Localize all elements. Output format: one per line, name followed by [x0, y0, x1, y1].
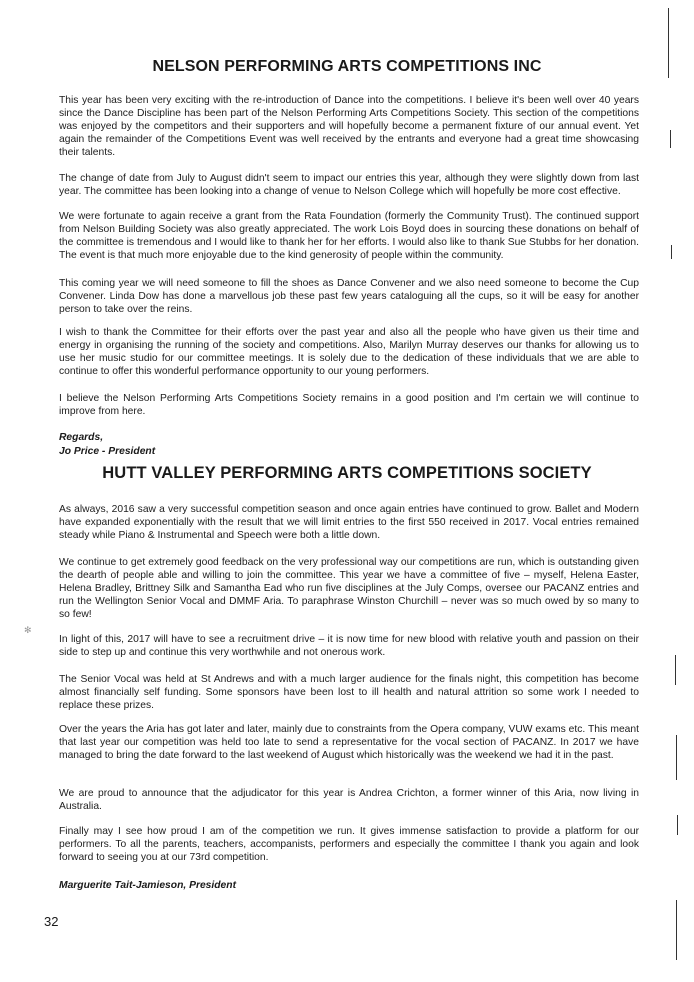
hutt-heading: HUTT VALLEY PERFORMING ARTS COMPETITIONS SOCIETY: [102, 464, 592, 482]
hutt-paragraph-5: Over the years the Aria has got later and later, mainly due to constraints from the Opera company, VUW exams etc. This meant that last year our competition was held too late to send a representative for the vocal section of PACANZ. In 2017 we have managed to bring the date forward to the last weekend of August which historically was the weekend we had it in the past.: [59, 724, 639, 762]
nelson-paragraph-5: I wish to thank the Committee for their efforts over the past year and also all the people who have given us their time and energy in organising the running of the society and competitions. Also, Marilyn Murray deserves our thanks for allowing us to use her music studio for our committee meetings. It is solely due to the dedication of these individuals that we are able to continue to offer this wonderful performance opportunity to our young performers.: [59, 327, 639, 378]
hutt-paragraph-1: As always, 2016 saw a very successful competition season and once again entries have continued to grow. Ballet and Modern have expanded exponentially with the result that we will limit entries to the first 550 received in 2017. Vocal entries remained steady while Piano & Instrumental and Speech were both a little down.: [59, 504, 639, 542]
nelson-sign-off: Regards,: [59, 432, 104, 443]
nelson-paragraph-6: I believe the Nelson Performing Arts Competitions Society remains in a good position and I'm certain we will continue to improve from here.: [59, 393, 639, 418]
nelson-paragraph-3: We were fortunate to again receive a grant from the Rata Foundation (formerly the Community Trust). The continued support from Nelson Building Society was also greatly appreciated. The work Lois Boyd does in sourcing these donations on behalf of the committee is tremendous and I would like to thank her for her efforts. I would also like to thank Sue Stubbs for her donation. The event is that much more enjoyable due to the kind generosity of people within the community.: [59, 211, 639, 262]
scan-edge-mark: [676, 735, 677, 780]
scan-edge-mark: [677, 815, 678, 835]
hutt-paragraph-4: The Senior Vocal was held at St Andrews and with a much larger audience for the finals night, this competition has become almost financially self funding. Some sponsors have been lost to ill health and natural attrition so some work I needed to replace these prizes.: [59, 674, 639, 712]
hutt-signature: Marguerite Tait-Jamieson, President: [59, 880, 237, 891]
hutt-paragraph-6: We are proud to announce that the adjudicator for this year is Andrea Crichton, a former winner of this Aria, now living in Australia.: [59, 788, 639, 813]
scan-speck: ✻: [24, 625, 32, 635]
nelson-paragraph-2: The change of date from July to August didn't seem to impact our entries this year, although they were slightly down from last year. The committee has been looking into a change of venue to Nelson College which will hopefully be more cost effective.: [59, 173, 639, 198]
nelson-paragraph-1: This year has been very exciting with the re-introduction of Dance into the competitions. I believe it's been well over 40 years since the Dance Discipline has been part of the Nelson Performing Arts Competitions Society. This section of the competitions was enjoyed by the competitors and their supporters and will hopefully become a permanent fixture of our annual event. Yet again the remainder of the Competitions Event was well received by the entrants and everyone had a great time showcasing their talents.: [59, 95, 639, 159]
page-number: 32: [44, 914, 59, 929]
nelson-paragraph-4: This coming year we will need someone to fill the shoes as Dance Convener and we also need someone to become the Cup Convener. Linda Dow has done a marvellous job these past few years cataloguing all the cups, so it will be easy for another person to take over the reins.: [59, 278, 639, 316]
hutt-paragraph-2: We continue to get extremely good feedback on the very professional way our competitions are run, which is outstanding given the dearth of people able and willing to join the committee. This year we have a committee of five – myself, Helena Easter, Helena Bradley, Brittney Silk and Samantha Ead who run five disciplines at the July Comps, oversee our PACANZ entries and run the Wellington Senior Vocal and DMMF Aria. To paraphrase Winston Churchill – never was so much owed by so many to so few!: [59, 557, 639, 621]
scan-edge-mark: [676, 900, 677, 960]
scan-edge-mark: [668, 8, 669, 78]
nelson-heading: NELSON PERFORMING ARTS COMPETITIONS INC: [152, 58, 542, 75]
hutt-paragraph-3: In light of this, 2017 will have to see a recruitment drive – it is now time for new blood with relative youth and passion on their side to step up and continue this very worthwhile and not onerous work.: [59, 634, 639, 659]
scan-edge-mark: [670, 130, 671, 148]
scan-edge-mark: [675, 655, 676, 685]
hutt-paragraph-7: Finally may I see how proud I am of the competition we run. It gives immense satisfaction to provide a platform for our performers. To all the parents, teachers, accompanists, performers and especially the committee I thank you again and look forward to seeing you at our 73rd competition.: [59, 826, 639, 864]
scan-edge-mark: [671, 245, 672, 259]
nelson-signature: Jo Price - President: [59, 446, 156, 457]
